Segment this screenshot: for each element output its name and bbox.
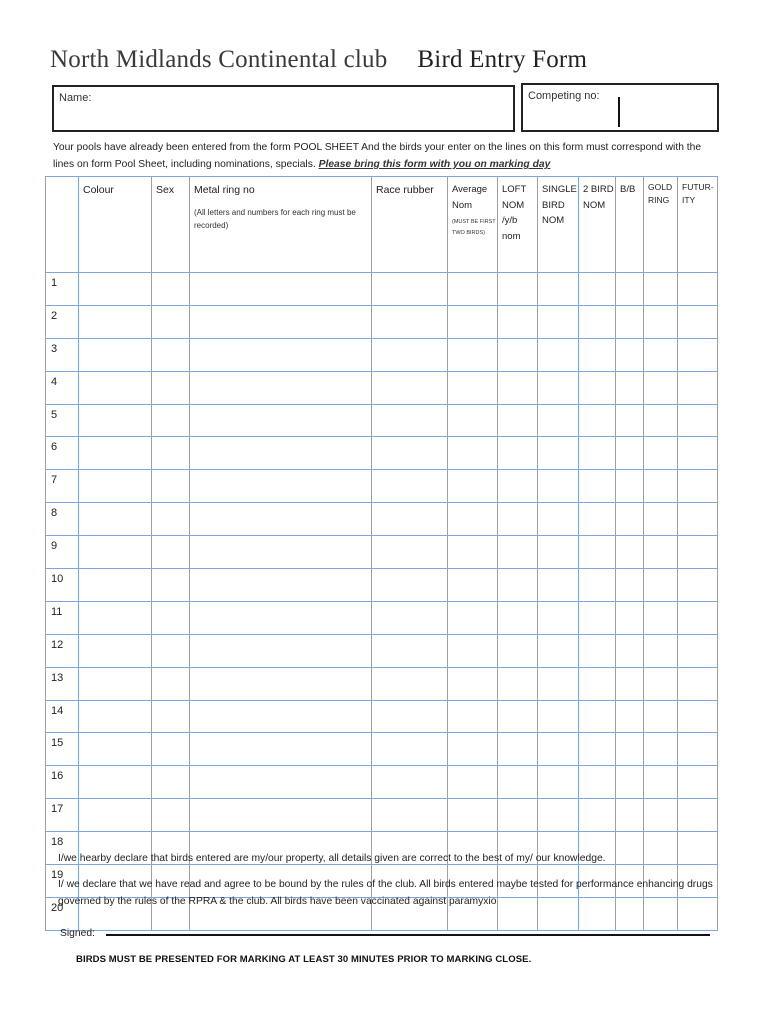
entry-cell[interactable] — [644, 700, 678, 733]
col-header-2-bird-nom: 2 BIRD NOM — [579, 177, 616, 273]
property-declaration: I/we hearby declare that birds entered are my/our property, all details given are correct to the best of my/ our knowledge. — [58, 853, 606, 864]
entry-cell[interactable] — [616, 536, 644, 569]
row-number: 11 — [46, 601, 79, 634]
entry-cell[interactable] — [190, 766, 372, 799]
entry-cell[interactable] — [678, 503, 718, 536]
table-row — [46, 733, 718, 766]
row-number: 5 — [46, 404, 79, 437]
entry-cell[interactable] — [152, 305, 190, 338]
entry-cell[interactable] — [579, 634, 616, 667]
entry-cell[interactable] — [152, 700, 190, 733]
entry-cell[interactable] — [372, 634, 448, 667]
entry-cell[interactable] — [579, 733, 616, 766]
col-header-single-bird-nom: SINGLE BIRD NOM — [538, 177, 579, 273]
row-number: 12 — [46, 634, 79, 667]
entry-cell[interactable] — [616, 305, 644, 338]
col-header-sex: Sex — [152, 177, 190, 273]
table-row — [46, 667, 718, 700]
entry-cell[interactable] — [190, 569, 372, 602]
entry-cell[interactable] — [372, 667, 448, 700]
col-header-colour: Colour — [79, 177, 152, 273]
col-header-row-number — [46, 177, 79, 273]
entry-cell[interactable] — [538, 569, 579, 602]
rules-declaration: I/ we declare that we have read and agree to be bound by the rules of the club. All birds entered maybe tested for performance enhancing drugs governed by the rules of the RPRA & the club. All birds have been vaccinated against paramyxio — [58, 879, 713, 907]
entry-cell[interactable] — [616, 601, 644, 634]
entry-cell[interactable] — [678, 799, 718, 832]
entry-cell[interactable] — [372, 569, 448, 602]
entry-cell[interactable] — [79, 273, 152, 306]
competing-no-label: Competing no: — [528, 90, 600, 102]
entry-cell[interactable] — [448, 569, 498, 602]
entry-cell[interactable] — [498, 371, 538, 404]
entry-cell[interactable] — [190, 503, 372, 536]
entry-cell[interactable] — [448, 305, 498, 338]
entry-cell[interactable] — [644, 733, 678, 766]
row-number: 7 — [46, 470, 79, 503]
entry-cell[interactable] — [579, 766, 616, 799]
entry-cell[interactable] — [579, 503, 616, 536]
entry-cell[interactable] — [152, 503, 190, 536]
entry-cell[interactable] — [372, 700, 448, 733]
row-number: 8 — [46, 503, 79, 536]
table-row — [46, 601, 718, 634]
entry-cell[interactable] — [538, 700, 579, 733]
entry-cell[interactable] — [372, 503, 448, 536]
entry-cell[interactable] — [79, 470, 152, 503]
entry-cell[interactable] — [152, 634, 190, 667]
entry-cell[interactable] — [678, 667, 718, 700]
entry-cell[interactable] — [616, 371, 644, 404]
entry-cell[interactable] — [644, 766, 678, 799]
entry-cell[interactable] — [190, 536, 372, 569]
intro-text — [53, 139, 718, 173]
row-number: 6 — [46, 437, 79, 470]
entry-cell[interactable] — [498, 470, 538, 503]
row-number: 13 — [46, 667, 79, 700]
bird-entry-table — [45, 176, 718, 931]
entry-cell[interactable] — [538, 799, 579, 832]
entry-cell[interactable] — [678, 601, 718, 634]
entry-cell[interactable] — [190, 667, 372, 700]
entry-cell[interactable] — [579, 404, 616, 437]
entry-cell[interactable] — [579, 700, 616, 733]
entry-cell[interactable] — [372, 470, 448, 503]
entry-cell[interactable] — [448, 700, 498, 733]
entry-cell[interactable] — [579, 799, 616, 832]
entry-cell[interactable] — [538, 536, 579, 569]
entry-cell[interactable] — [498, 437, 538, 470]
entry-cell[interactable] — [616, 634, 644, 667]
row-number: 9 — [46, 536, 79, 569]
entry-cell[interactable] — [644, 503, 678, 536]
entry-cell[interactable] — [538, 601, 579, 634]
entry-cell[interactable] — [152, 404, 190, 437]
entry-cell[interactable] — [190, 338, 372, 371]
entry-cell[interactable] — [190, 634, 372, 667]
table-row — [46, 470, 718, 503]
entry-cell[interactable] — [190, 437, 372, 470]
entry-cell[interactable] — [678, 569, 718, 602]
entry-cell[interactable] — [152, 338, 190, 371]
entry-cell[interactable] — [79, 569, 152, 602]
entry-cell[interactable] — [79, 634, 152, 667]
page-title — [50, 46, 587, 74]
entry-cell[interactable] — [644, 273, 678, 306]
row-number: 3 — [46, 338, 79, 371]
entry-cell[interactable] — [616, 470, 644, 503]
entry-cell[interactable] — [372, 536, 448, 569]
entry-cell[interactable] — [644, 305, 678, 338]
entry-cell[interactable] — [579, 338, 616, 371]
table-row — [46, 536, 718, 569]
entry-cell[interactable] — [448, 503, 498, 536]
entry-cell[interactable] — [79, 799, 152, 832]
table-row — [46, 766, 718, 799]
entry-cell[interactable] — [448, 766, 498, 799]
table-header-row — [46, 177, 718, 273]
handwritten-mark — [618, 97, 620, 127]
entry-cell[interactable] — [678, 470, 718, 503]
entry-cell[interactable] — [152, 273, 190, 306]
row-number: 2 — [46, 305, 79, 338]
row-number: 17 — [46, 799, 79, 832]
col-header-race-rubber: Race rubber — [372, 177, 448, 273]
table-row — [46, 437, 718, 470]
entry-cell[interactable] — [448, 338, 498, 371]
entry-cell[interactable] — [448, 733, 498, 766]
row-number: 20 — [46, 897, 79, 930]
entry-cell[interactable] — [616, 437, 644, 470]
entry-cell[interactable] — [616, 273, 644, 306]
row-number: 15 — [46, 733, 79, 766]
entry-cell[interactable] — [616, 733, 644, 766]
entry-cell[interactable] — [616, 766, 644, 799]
entry-cell[interactable] — [678, 733, 718, 766]
table-row — [46, 569, 718, 602]
entry-cell[interactable] — [644, 536, 678, 569]
entry-cell[interactable] — [498, 601, 538, 634]
entry-cell[interactable] — [448, 799, 498, 832]
row-number: 19 — [46, 865, 79, 898]
table-row — [46, 371, 718, 404]
table-row — [46, 634, 718, 667]
entry-cell[interactable] — [678, 273, 718, 306]
row-number: 16 — [46, 766, 79, 799]
entry-cell[interactable] — [579, 569, 616, 602]
entry-cell[interactable] — [498, 404, 538, 437]
entry-cell[interactable] — [498, 503, 538, 536]
entry-cell[interactable] — [678, 536, 718, 569]
entry-cell[interactable] — [79, 733, 152, 766]
entry-cell[interactable] — [79, 305, 152, 338]
entry-cell[interactable] — [644, 371, 678, 404]
entry-cell[interactable] — [498, 305, 538, 338]
entry-cell[interactable] — [448, 371, 498, 404]
entry-cell[interactable] — [372, 733, 448, 766]
entry-cell[interactable] — [498, 766, 538, 799]
entry-cell[interactable] — [616, 404, 644, 437]
form-title: Bird Entry Form — [417, 46, 588, 73]
entry-cell[interactable] — [644, 404, 678, 437]
row-number: 1 — [46, 273, 79, 306]
entry-cell[interactable] — [190, 371, 372, 404]
entry-cell[interactable] — [152, 766, 190, 799]
entry-cell[interactable] — [448, 404, 498, 437]
entry-cell[interactable] — [498, 700, 538, 733]
entry-cell[interactable] — [372, 338, 448, 371]
entry-cell[interactable] — [579, 470, 616, 503]
entry-cell[interactable] — [616, 799, 644, 832]
entry-cell[interactable] — [152, 470, 190, 503]
entry-cell[interactable] — [538, 733, 579, 766]
table-row — [46, 799, 718, 832]
entry-cell[interactable] — [678, 371, 718, 404]
intro-body: Your pools have already been entered from the form POOL SHEET And the birds your enter on the lines on this form must correspond with the lines on form Pool Sheet, including nominations, specials. — [53, 142, 702, 170]
entry-cell[interactable] — [538, 470, 579, 503]
entry-cell[interactable] — [79, 667, 152, 700]
metal-ring-note: (All letters and numbers for each ring must be recorded) — [194, 208, 356, 230]
entry-cell[interactable] — [79, 601, 152, 634]
col-header-average-nom: Average Nom (MUST BE FIRST TWO BIRDS) — [448, 177, 498, 273]
entry-cell[interactable] — [644, 799, 678, 832]
entry-cell[interactable] — [538, 404, 579, 437]
entry-cell[interactable] — [190, 305, 372, 338]
entry-cell[interactable] — [372, 305, 448, 338]
club-name: North Midlands Continental club — [50, 46, 388, 73]
entry-cell[interactable] — [79, 536, 152, 569]
entry-cell[interactable] — [372, 437, 448, 470]
table-row — [46, 273, 718, 306]
entry-cell[interactable] — [152, 536, 190, 569]
entry-cell[interactable] — [79, 371, 152, 404]
entry-cell[interactable] — [448, 536, 498, 569]
row-number: 4 — [46, 371, 79, 404]
entry-cell[interactable] — [616, 667, 644, 700]
entry-cell[interactable] — [190, 799, 372, 832]
table-row — [46, 700, 718, 733]
entry-cell[interactable] — [579, 437, 616, 470]
signature-line[interactable] — [106, 934, 710, 936]
entry-cell[interactable] — [498, 799, 538, 832]
name-field[interactable] — [52, 85, 515, 132]
entry-cell[interactable] — [538, 371, 579, 404]
signed-label: Signed: — [60, 928, 95, 939]
entry-cell[interactable] — [448, 437, 498, 470]
row-number: 14 — [46, 700, 79, 733]
entry-cell[interactable] — [79, 766, 152, 799]
entry-cell[interactable] — [79, 700, 152, 733]
entry-cell[interactable] — [190, 404, 372, 437]
entry-cell[interactable] — [644, 667, 678, 700]
table-row — [46, 404, 718, 437]
col-header-futurity: FUTUR-ITY — [678, 177, 718, 273]
entry-cell[interactable] — [538, 503, 579, 536]
entry-cell[interactable] — [372, 601, 448, 634]
entry-cell[interactable] — [498, 634, 538, 667]
table-row — [46, 305, 718, 338]
entry-cell[interactable] — [644, 569, 678, 602]
entry-cell[interactable] — [152, 667, 190, 700]
entry-cell[interactable] — [79, 404, 152, 437]
intro-emphasis: Please bring this form with you on marking day — [318, 159, 551, 170]
entry-cell[interactable] — [498, 273, 538, 306]
entry-cell[interactable] — [190, 700, 372, 733]
entry-cell[interactable] — [678, 700, 718, 733]
entry-cell[interactable] — [538, 305, 579, 338]
entry-cell[interactable] — [579, 273, 616, 306]
entry-cell[interactable] — [538, 766, 579, 799]
entry-cell[interactable] — [644, 437, 678, 470]
entry-cell[interactable] — [538, 273, 579, 306]
entry-cell[interactable] — [644, 470, 678, 503]
col-header-bb: B/B — [616, 177, 644, 273]
entry-cell[interactable] — [448, 634, 498, 667]
entry-cell[interactable] — [498, 536, 538, 569]
col-header-metal-ring-no: Metal ring no (All letters and numbers for each ring must be recorded) — [190, 177, 372, 273]
entry-cell[interactable] — [644, 338, 678, 371]
average-nom-note: (MUST BE FIRST TWO BIRDS) — [452, 219, 496, 236]
entry-cell[interactable] — [579, 305, 616, 338]
entry-cell[interactable] — [498, 338, 538, 371]
entry-cell[interactable] — [678, 305, 718, 338]
entry-cell[interactable] — [152, 601, 190, 634]
entry-cell[interactable] — [498, 667, 538, 700]
entry-cell[interactable] — [372, 799, 448, 832]
table-row — [46, 338, 718, 371]
entry-cell[interactable] — [678, 338, 718, 371]
marking-notice: BIRDS MUST BE PRESENTED FOR MARKING AT LEAST 30 MINUTES PRIOR TO MARKING CLOSE. — [76, 954, 532, 965]
entry-cell[interactable] — [616, 569, 644, 602]
row-number: 18 — [46, 832, 79, 865]
entry-cell[interactable] — [448, 601, 498, 634]
entry-cell[interactable] — [498, 733, 538, 766]
entry-cell[interactable] — [579, 371, 616, 404]
entry-cell[interactable] — [538, 437, 579, 470]
entry-cell[interactable] — [79, 503, 152, 536]
entry-cell[interactable] — [448, 273, 498, 306]
competing-no-field[interactable] — [521, 83, 719, 132]
entry-cell[interactable] — [152, 569, 190, 602]
col-header-loft-nom: LOFT NOM /y/b nom — [498, 177, 538, 273]
entry-cell[interactable] — [678, 766, 718, 799]
entry-cell[interactable] — [190, 733, 372, 766]
entry-cell[interactable] — [152, 733, 190, 766]
entry-cell[interactable] — [678, 437, 718, 470]
entry-cell[interactable] — [678, 404, 718, 437]
entry-cell[interactable] — [498, 569, 538, 602]
entry-cell[interactable] — [79, 437, 152, 470]
entry-cell[interactable] — [372, 371, 448, 404]
col-header-gold-ring: GOLD RING — [644, 177, 678, 273]
entry-cell[interactable] — [152, 371, 190, 404]
entry-cell[interactable] — [579, 667, 616, 700]
entry-cell[interactable] — [190, 601, 372, 634]
entry-cell[interactable] — [616, 503, 644, 536]
entry-cell[interactable] — [448, 470, 498, 503]
entry-cell[interactable] — [644, 634, 678, 667]
entry-cell[interactable] — [448, 667, 498, 700]
entry-cell[interactable] — [579, 601, 616, 634]
entry-cell[interactable] — [538, 667, 579, 700]
entry-cell[interactable] — [616, 700, 644, 733]
entry-cell[interactable] — [372, 404, 448, 437]
entry-cell[interactable] — [190, 470, 372, 503]
entry-cell[interactable] — [79, 338, 152, 371]
table-row — [46, 503, 718, 536]
entry-cell[interactable] — [644, 601, 678, 634]
entry-cell[interactable] — [678, 634, 718, 667]
name-label: Name: — [59, 92, 92, 104]
entry-cell[interactable] — [538, 634, 579, 667]
entry-cell[interactable] — [579, 536, 616, 569]
row-number: 10 — [46, 569, 79, 602]
entry-cell[interactable] — [372, 766, 448, 799]
entry-cell[interactable] — [538, 338, 579, 371]
entry-cell[interactable] — [152, 437, 190, 470]
entry-cell[interactable] — [152, 799, 190, 832]
entry-cell[interactable] — [372, 273, 448, 306]
entry-cell[interactable] — [616, 338, 644, 371]
entry-cell[interactable] — [190, 273, 372, 306]
